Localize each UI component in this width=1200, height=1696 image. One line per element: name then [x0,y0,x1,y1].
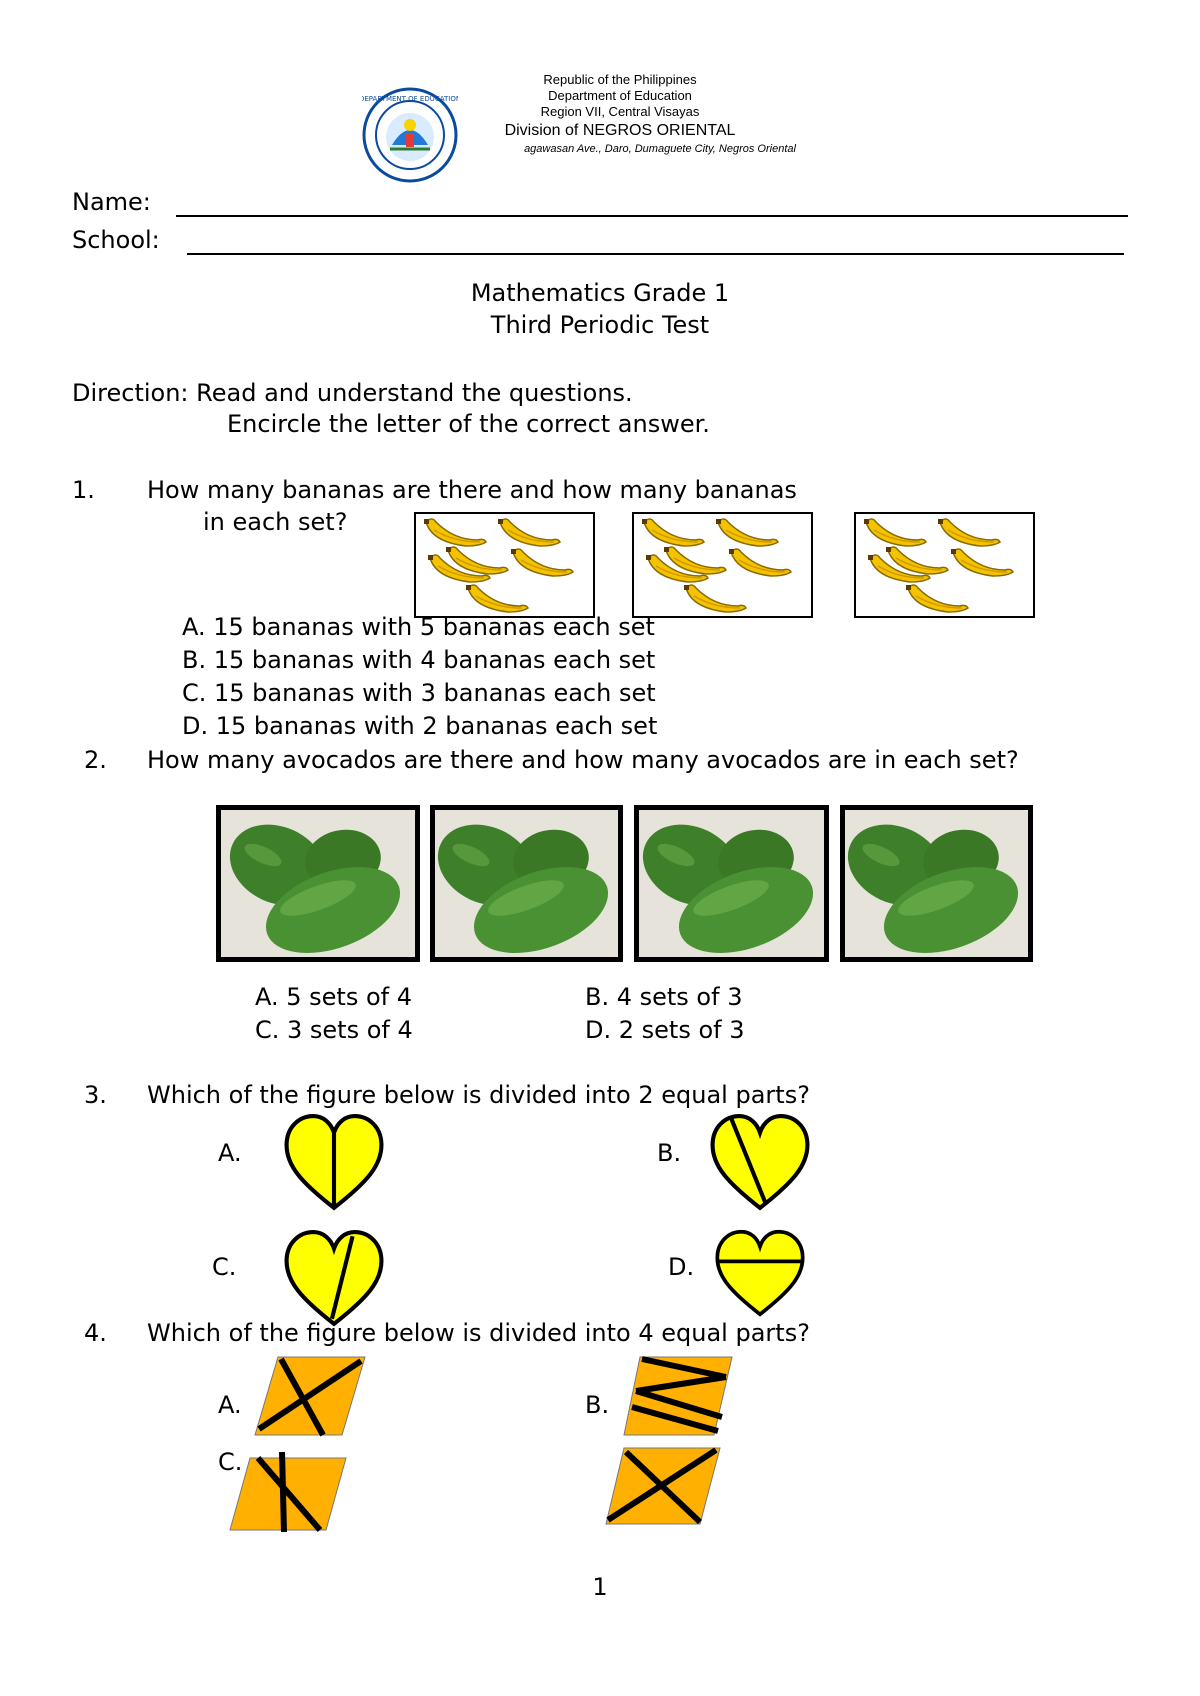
header-region: Region VII, Central Visayas [540,104,700,119]
q4-label-c[interactable]: C. [218,1448,243,1476]
page-number: 1 [592,1573,608,1601]
q3-heart-b[interactable] [706,1112,814,1216]
name-label: Name: [72,188,151,216]
q4-text: Which of the figure below is divided into 4 equal parts? [147,1319,810,1347]
title-test: Third Periodic Test [490,311,710,339]
q4-parallelogram-a[interactable] [253,1355,367,1441]
q3-heart-c[interactable] [280,1228,388,1332]
q2-option-b[interactable]: B. 4 sets of 3 [585,983,743,1011]
q3-heart-d[interactable] [706,1228,814,1322]
q1-banana-set-2 [632,512,813,618]
q1-banana-set-1 [414,512,595,618]
q1-text: How many bananas are there and how many bananas [147,476,797,504]
q1-text-line2: in each set? [203,508,348,536]
q1-option-d[interactable]: D. 15 bananas with 2 bananas each set [182,712,658,740]
q3-number: 3. [84,1081,107,1109]
q2-text: How many avocados are there and how many avocados are in each set? [147,746,1019,774]
q2-number: 2. [84,746,107,774]
name-field-line[interactable] [176,215,1128,217]
q1-banana-set-3 [854,512,1035,618]
q4-number: 4. [84,1319,107,1347]
q2-avocado-set-3 [634,805,829,962]
q1-option-c[interactable]: C. 15 bananas with 3 bananas each set [182,679,656,707]
header-department: Department of Education [548,88,692,103]
q2-avocado-set-4 [840,805,1033,962]
q2-option-a[interactable]: A. 5 sets of 4 [255,983,412,1011]
q4-label-b[interactable]: B. [585,1391,610,1419]
header-division: Division of NEGROS ORIENTAL [504,122,736,139]
q2-option-c[interactable]: C. 3 sets of 4 [255,1016,413,1044]
school-label: School: [72,226,160,254]
q3-label-b[interactable]: B. [657,1139,682,1167]
q4-parallelogram-c[interactable] [228,1450,348,1536]
q4-parallelogram-d[interactable] [604,1446,722,1532]
header-republic: Republic of the Philippines [543,72,697,87]
svg-text:DEPARTMENT OF EDUCATION: DEPARTMENT OF EDUCATION [362,95,458,103]
school-field-line[interactable] [187,253,1124,255]
q1-option-a[interactable]: A. 15 bananas with 5 bananas each set [182,613,655,641]
q1-number: 1. [72,476,95,504]
q2-option-d[interactable]: D. 2 sets of 3 [585,1016,745,1044]
direction-line2: Encircle the letter of the correct answer. [227,410,710,438]
q1-option-b[interactable]: B. 15 bananas with 4 bananas each set [182,646,656,674]
q3-label-d[interactable]: D. [668,1253,695,1281]
q4-parallelogram-b[interactable] [622,1355,734,1441]
q2-avocado-set-1 [216,805,420,962]
q3-text: Which of the figure below is divided into 2 equal parts? [147,1081,810,1109]
q3-label-a[interactable]: A. [218,1139,242,1167]
q2-avocado-set-2 [430,805,623,962]
header-address: agawasan Ave., Daro, Dumaguete City, Negros Oriental [524,143,796,155]
q3-heart-a[interactable] [280,1112,388,1216]
q4-label-a[interactable]: A. [218,1391,242,1419]
q3-label-c[interactable]: C. [212,1253,237,1281]
direction-line1: Direction: Read and understand the questions. [72,379,633,407]
title-subject: Mathematics Grade 1 [470,279,730,307]
